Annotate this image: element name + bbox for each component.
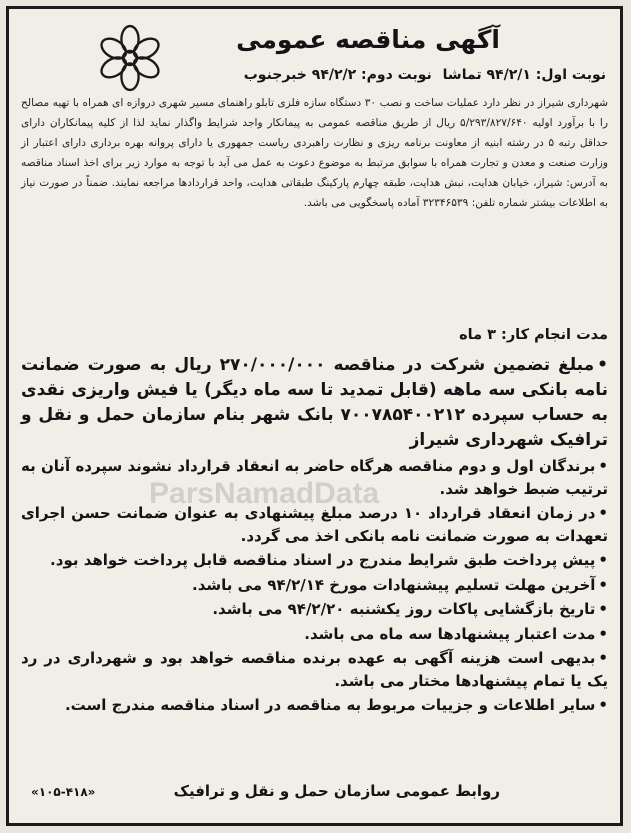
list-item: • تاریخ بازگشایی پاکات روز یکشنبه ۹۴/۲/۲۰ می باشد. — [21, 598, 608, 621]
publication-dates — [238, 67, 606, 83]
flower-emblem-icon — [91, 19, 169, 97]
list-item: • مدت اعتبار پیشنهادها سه ماه می باشد. — [21, 623, 608, 646]
tender-notice — [6, 6, 623, 826]
list-item: • در زمان انعقاد قرارداد ۱۰ درصد مبلغ پیشنهادی به عنوان ضمانت حسن اجرای تعهدات به صورت ضمانت نامه بانکی اخذ می گردد. — [21, 502, 608, 547]
list-item: • مبلغ تضمین شرکت در مناقصه ۲۷۰/۰۰۰/۰۰۰ ریال به صورت ضمانت نامه بانکی سه ماهه (قابل تمدید تا سه ماه دیگر) یا فیش واریزی نقدی به حساب سپرده ۷۰۰۷۸۵۴۰۰۲۱۲ بانک شهر بنام سازمان حمل و نقل و ترافیک شهرداری شیراز — [21, 353, 608, 453]
ad-code: «۱۰۵-۴۱۸» — [31, 785, 96, 799]
notice-intro: شهرداری شیراز در نظر دارد عملیات ساخت و نصب ۳۰ دستگاه سازه فلزی تابلو راهنمای مسیر شهری دروازه ای همراه با تهیه مصالح را با برآورد اولیه ۵/۲۹۳/۸۲۷/۶۴۰ ریال از طریق مناقصه عمومی به پیمانکار واجد شرایط واگذار نماید لذا از کلیه پیمانکاران دارای حداقل رتبه ۵ در رشته ابنیه از معاونت برنامه ریزی و نظارت راهبردی ریاست جمهوری یا دارای پروانه بهره برداری دارای اعتبار از وزارت صنعت و معدن و تجارت همراه با سوابق مرتبط به موضوع دعوت به عمل می آید با توجه به موارد زیر برای اخذ اسناد مناقصه به آدرس: شیراز، خیابان هدایت، نبش هدایت، طبقه چهارم پارکینگ طبقاتی هدایت، واحد قراردادها مراجعه نمایند. ضمناً در صورت نیاز به اطلاعات بیشتر شماره تلفن: ۳۲۳۴۶۵۳۹ آماده پاسخگویی می باشد. — [21, 97, 609, 209]
list-item: • برندگان اول و دوم مناقصه هرگاه حاضر به انعقاد قرارداد نشوند سپرده آنان به ترتیب ضبط خواهد شد. — [21, 455, 608, 500]
work-duration: مدت انجام کار: ۳ ماه — [459, 327, 608, 343]
notice-title: آگهی مناقصه عمومی — [236, 25, 500, 54]
signature: روابط عمومی سازمان حمل و نقل و ترافیک — [173, 782, 500, 800]
terms-list — [21, 353, 608, 719]
list-item: • پیش پرداخت طبق شرایط مندرج در اسناد مناقصه قابل پرداخت خواهد بود. — [21, 549, 608, 572]
second-publication: نوبت دوم: ۹۴/۲/۲ خبرجنوب — [243, 67, 432, 83]
list-item: • آخرین مهلت تسلیم پیشنهادات مورخ ۹۴/۲/۱۴ می باشد. — [21, 574, 608, 597]
list-item: • بدیهی است هزینه آگهی به عهده برنده مناقصه خواهد بود و شهرداری در رد یک یا تمام پیشنهادها مختار می باشد. — [21, 647, 608, 692]
first-publication: نوبت اول: ۹۴/۲/۱ تماشا — [442, 67, 606, 83]
list-item: • سایر اطلاعات و جزییات مربوط به مناقصه در اسناد مناقصه مندرج است. — [21, 694, 608, 717]
watermark: ParsNamadData — [149, 477, 380, 510]
